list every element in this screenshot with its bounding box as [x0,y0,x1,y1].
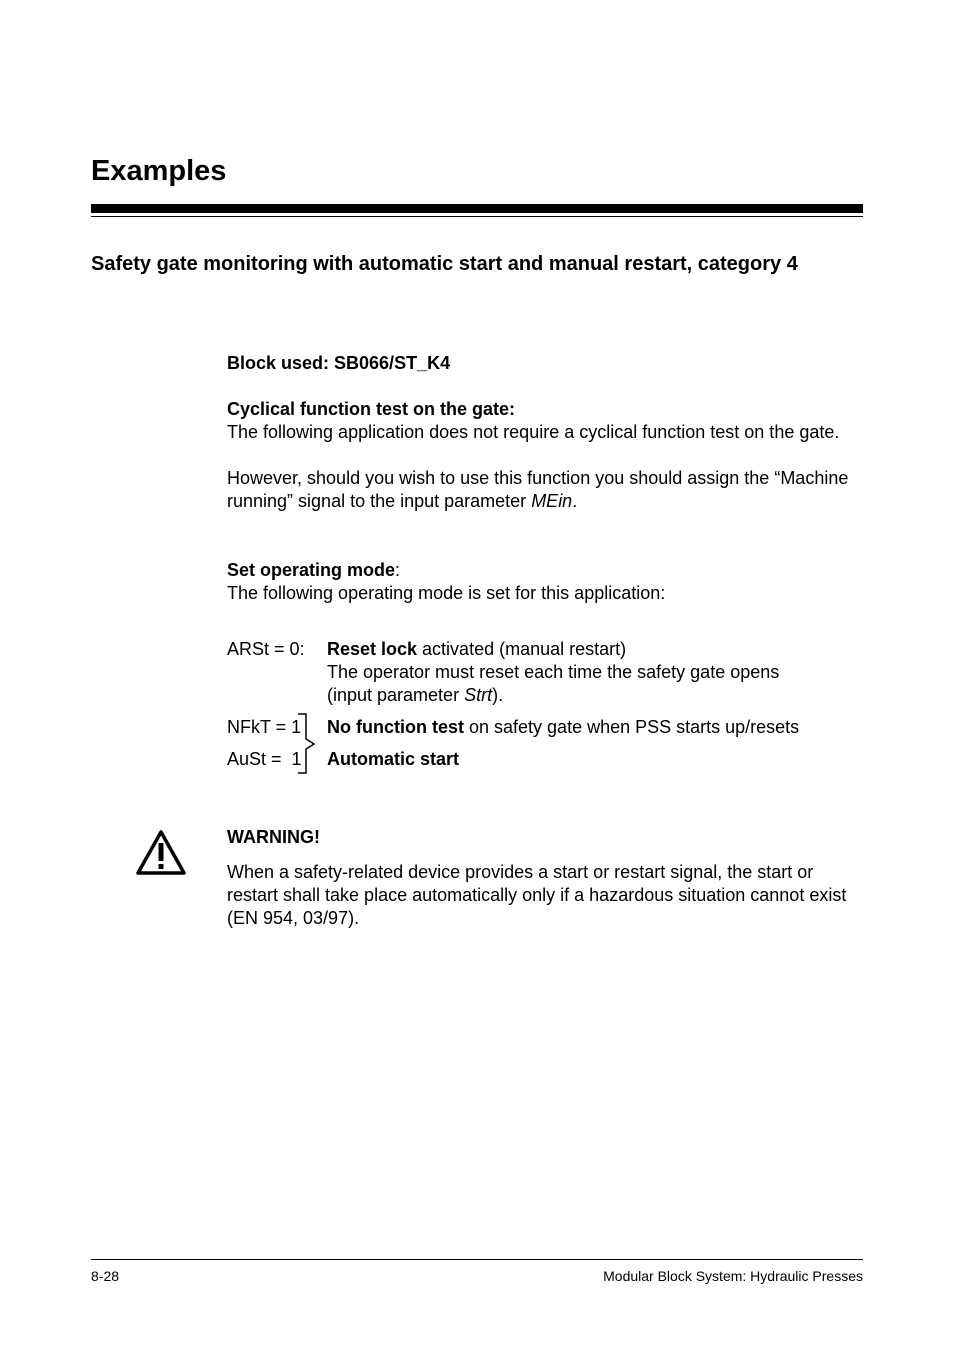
footer-rule [91,1259,863,1260]
param-arst-note-end: ). [492,685,504,705]
param-aust-desc [327,748,857,771]
warning-text: When a safety-related device provides a start or restart signal, the start or restart shall take place automatically only if a hazardous situation cannot exist (EN 954, 03/97). [227,862,847,928]
param-arst-note-text: The operator must reset each time the safety gate opens (input parameter [327,662,780,705]
brace-icon [294,712,318,776]
warning-heading: WARNING! [227,827,320,847]
operating-mode-heading-text: Set operating mode [227,560,396,580]
param-aust-bold: Automatic start [327,749,460,769]
param-aust-label: AuSt = 1 [227,749,302,769]
cyclic-test-text: The following application does not require a cyclical function test on the gate. [227,422,840,442]
param-arst-desc [327,638,857,661]
param-arst-note [327,661,827,707]
cyclic-test-hint-end: . [572,491,578,511]
cyclic-test-hint [227,467,857,513]
operating-mode-colon: : [395,560,401,580]
footer-doc-title: Modular Block System: Hydraulic Presses [603,1268,863,1284]
title-rule-thin [91,216,863,217]
title-rule-thick [91,204,863,213]
block-used-label: Block used: SB066/ST_K4 [227,353,451,373]
param-strt: Strt [464,685,493,705]
page-number: 8-28 [91,1268,120,1284]
param-mein: MEin [531,491,573,511]
param-arst-label: ARSt = 0: [227,639,305,659]
param-arst-text: activated (manual restart) [417,639,627,659]
param-nfkt-bold: No function test [327,717,464,737]
operating-mode-intro: The following operating mode is set for this application: [227,583,666,603]
page-title: Examples [91,155,227,187]
param-nfkt-label: NFkT = 1 [227,717,302,737]
operating-mode-heading [227,559,400,582]
param-nfkt-text: on safety gate when PSS starts up/resets [464,717,800,737]
section-title: Safety gate monitoring with automatic start and manual restart, category 4 [91,253,798,275]
cyclic-test-heading: Cyclical function test on the gate: [227,399,516,419]
param-nfkt-desc [327,716,857,739]
param-arst-bold: Reset lock [327,639,418,659]
cyclic-test-hint-text: However, should you wish to use this function you should assign the “Machine running” signal to the input parameter [227,468,849,511]
warning-triangle-icon [135,828,187,876]
